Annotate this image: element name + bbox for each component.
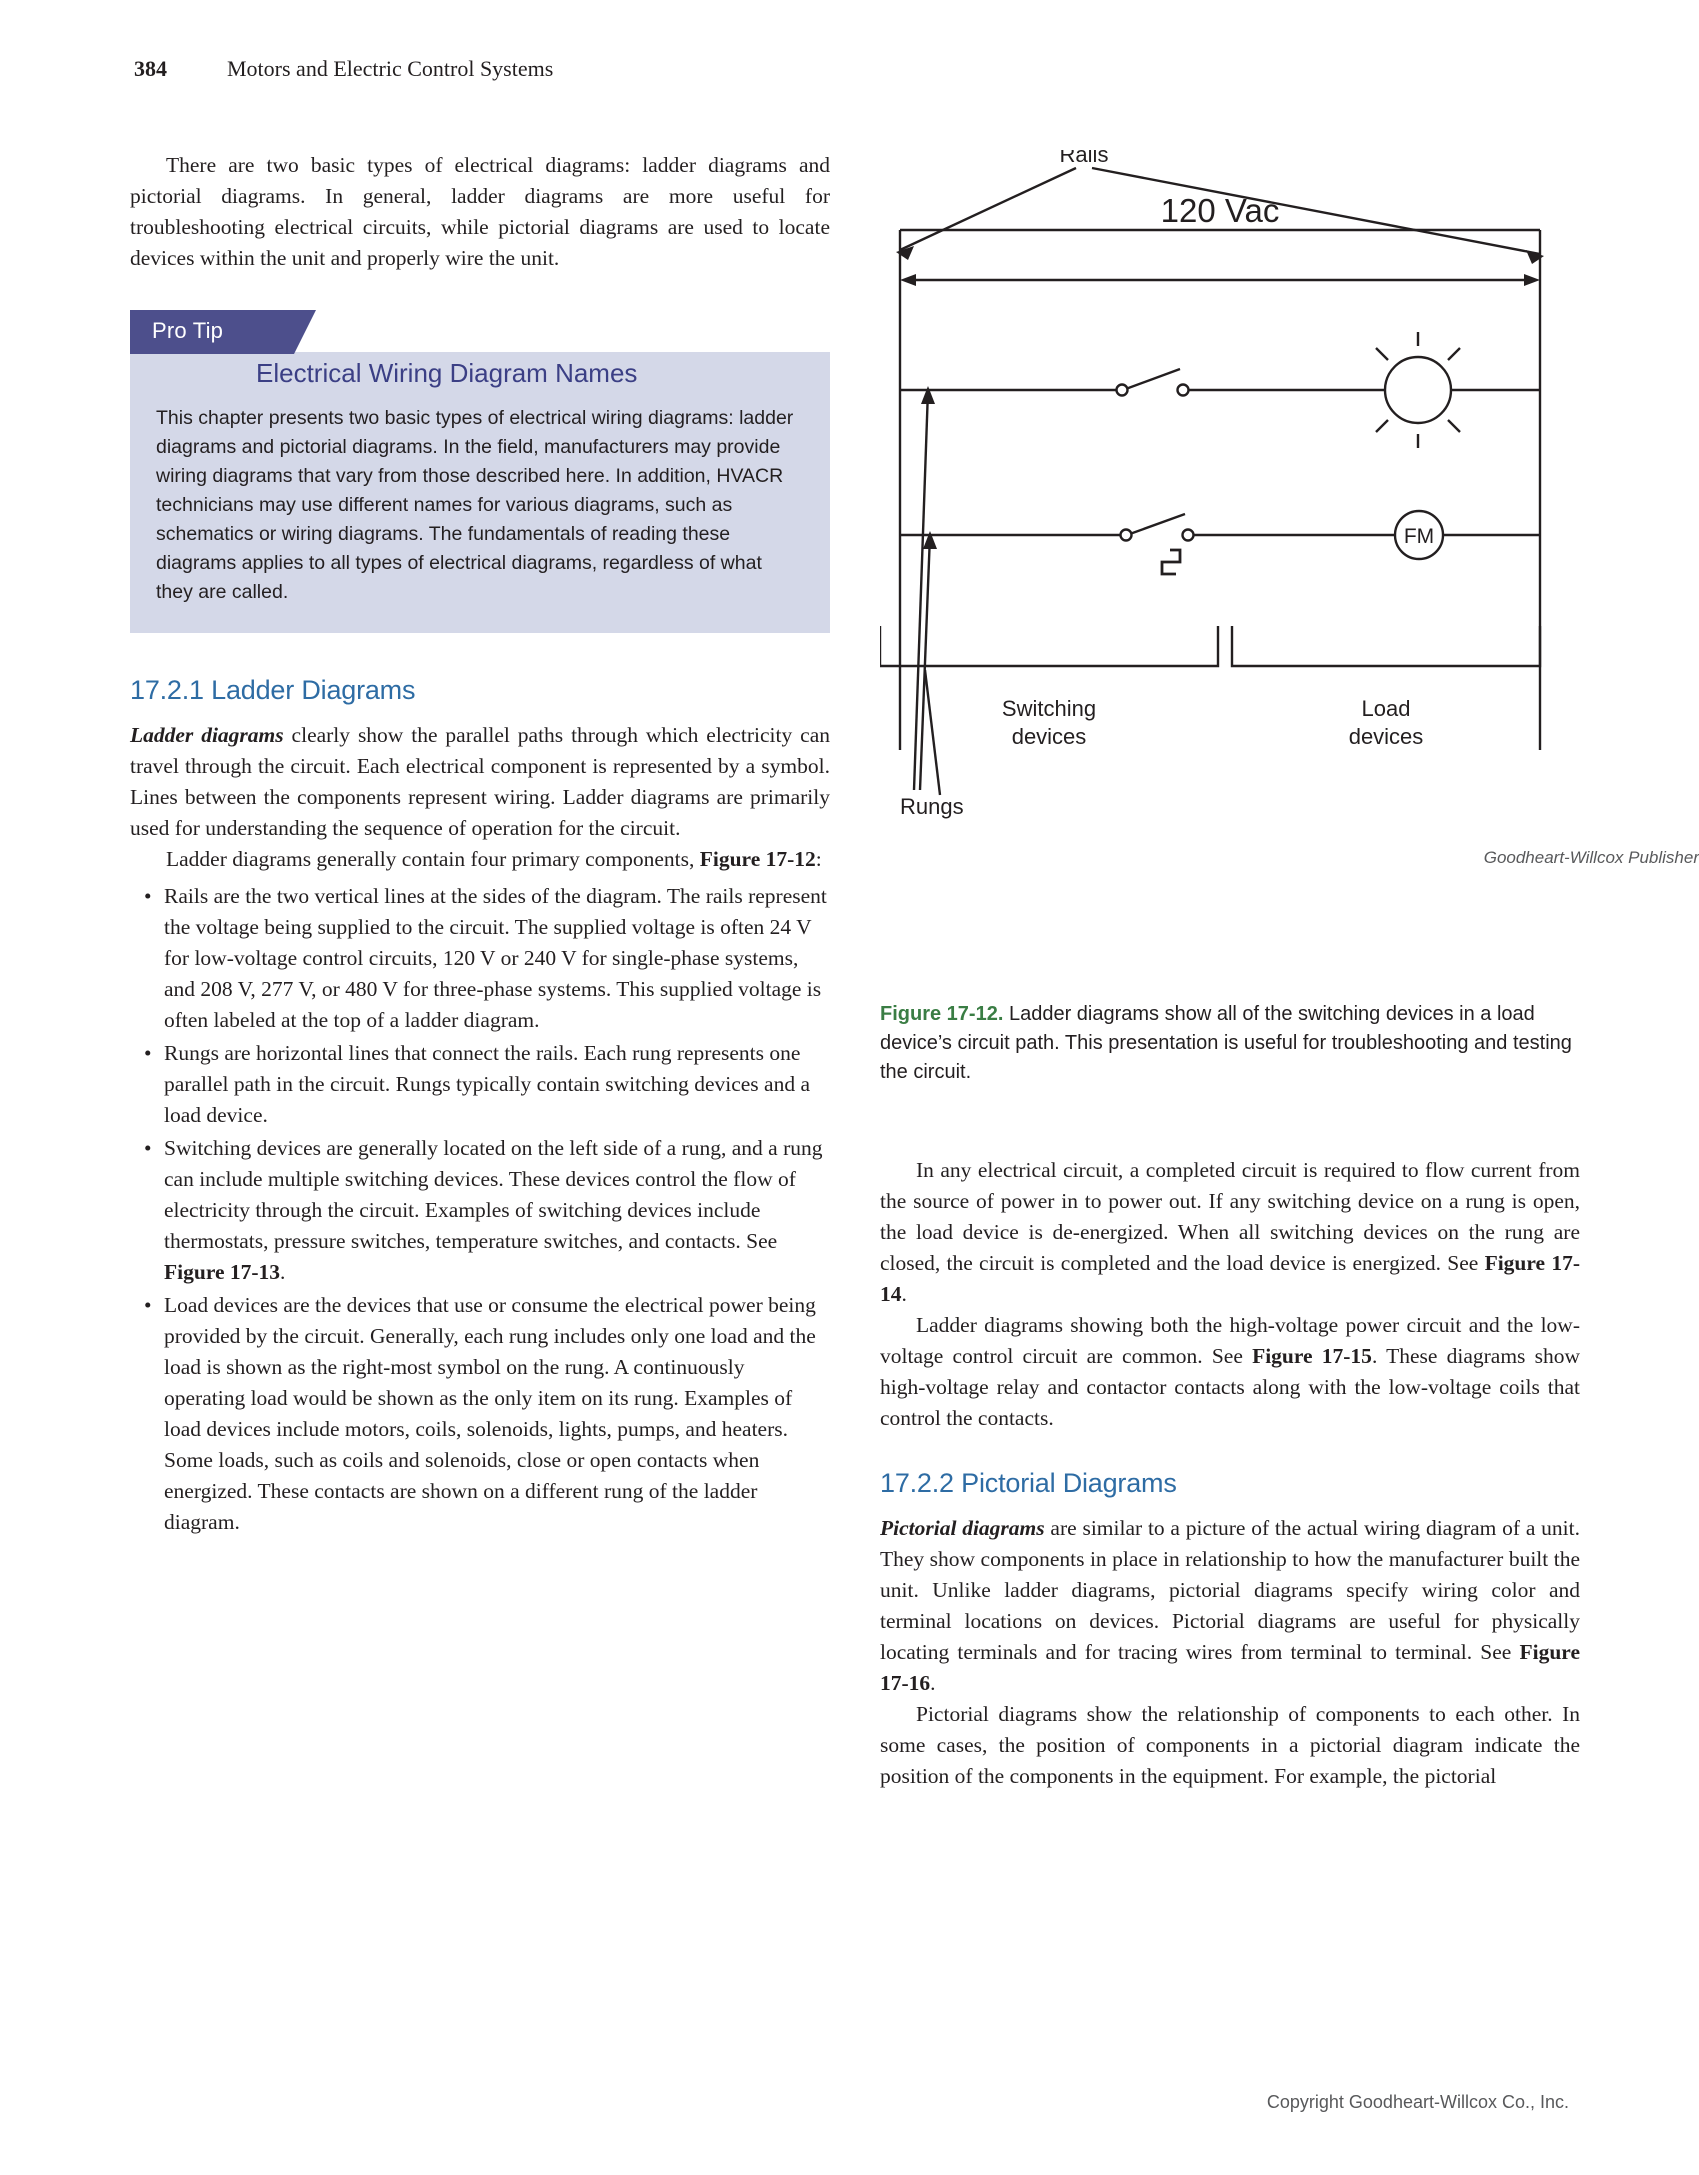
figure-caption-text: Ladder diagrams show all of the switching devices in a load device’s circuit path. This presentation is useful for troubleshooting and testing the circuit. — [880, 1003, 1572, 1083]
figure-label-switching-devices-2: devices — [1011, 724, 1087, 749]
copyright-footer: Copyright Goodheart-Willcox Co., Inc. — [1266, 2092, 1569, 2112]
paragraph-pictorial-definition-rest: are similar to a picture of the actual wiring diagram of a unit. They show components in place in relationship to how the manufacturer built the unit. Unlike ladder diagrams, pictorial diagrams specify wiring color and terminal locations on devices. Pictorial diagrams are useful for physically locating terminals and for tracing wires from terminal to terminal. See — [880, 1516, 1580, 1664]
paragraph-ladder-definition-rest: clearly show the parallel paths through which electricity can travel through the circuit. Each electrical component is represented by a symbol. Lines between the components represent wiring. Ladder diagrams are primarily used for understanding the sequence of operation for the circuit. — [130, 723, 830, 840]
list-item-tail: . — [280, 1260, 286, 1284]
paragraph-high-low-voltage-a: Ladder diagrams showing both the high-voltage power circuit and the low-voltage control circuit are common. See — [880, 1313, 1580, 1368]
figure-label-voltage: 120 Vac — [1160, 192, 1280, 229]
running-head — [134, 56, 1034, 86]
pro-tip-body — [130, 352, 830, 633]
pro-tip-box — [130, 310, 830, 633]
paragraph-pictorial-relationship: Pictorial diagrams show the relationship of components to each other. In some cases, the position of components in a pictorial diagram indicate the position of the components in the equipment. For example, the pictorial — [880, 1702, 1580, 1788]
pro-tip-heading: Electrical Wiring Diagram Names — [256, 358, 638, 388]
figure-label-fan-motor: FM — [1403, 525, 1435, 548]
figure-caption-number: Figure 17-12. — [880, 1003, 1004, 1025]
pro-tip-text: This chapter presents two basic types of electrical wiring diagrams: ladder diagrams and pictorial diagrams. In the field, manufacturers may provide wiring diagrams that vary from those described here. In addition, HVACR technicians may use different names for various diagrams, such as schematics or wiring diagrams. The fundamentals of reading these diagrams applies to all types of electrical diagrams, regardless of what they are called. — [156, 407, 794, 603]
term-pictorial-diagrams: Pictorial diagrams — [880, 1516, 1045, 1540]
figure-label-rails: Rails — [1059, 150, 1109, 167]
figure-credit: Goodheart-Willcox Publisher — [1483, 848, 1699, 867]
paragraph-completed-circuit-c: . — [901, 1282, 907, 1306]
chapter-title: Motors and Electric Control Systems — [227, 56, 554, 81]
pro-tip-tab-label: Pro Tip — [152, 318, 224, 343]
paragraph-four-components-a: Ladder diagrams generally contain four primary components, — [166, 847, 700, 871]
left-column — [130, 150, 830, 1540]
paragraph-ladder-definition — [130, 720, 830, 844]
paragraph-completed-circuit-a: In any electrical circuit, a completed circuit is required to flow current from the source of power in to power out. If any switching device on a rung is open, the load device is de-energized. When all switching devices on the rung are closed, the circuit is completed and the load device is energized. See — [880, 1158, 1580, 1275]
page-number: 384 — [134, 56, 167, 81]
section-heading-ladder-diagrams: 17.2.1 Ladder Diagrams — [130, 675, 416, 705]
figure-reference-17-16: Figure 17-16 — [880, 1640, 1580, 1695]
paragraph-four-components-c: : — [815, 847, 822, 871]
paragraph-high-low-voltage-c: . These diagrams show high-voltage relay and contactor contacts along with the low-voltage coils that control the contacts. — [880, 1344, 1581, 1430]
list-item-text: Load devices are the devices that use or consume the electrical power being provided by the circuit. Generally, each rung includes only one load and the load is shown as the right-most symbol on the rung. A continuously operating load would be shown as the only item on its rung. Examples of load devices include motors, coils, solenoids, lights, pumps, and heaters. Some loads, such as coils and solenoids, close or open contacts when energized. These contacts are shown on a different rung of the ladder diagram. — [164, 1293, 816, 1534]
paragraph-four-components — [130, 844, 830, 875]
figure-label-load-devices-1: Load — [1361, 696, 1411, 721]
figure-label-rungs: Rungs — [900, 794, 964, 819]
figure-reference-17-13: Figure 17-13 — [164, 1260, 281, 1284]
list-item-text: Rails are the two vertical lines at the sides of the diagram. The rails represent the voltage being supplied to the circuit. The supplied voltage is often 24 V for low-voltage control circuits, 120 V or 240 V for single-phase systems, and 208 V, 277 V, or 480 V for three-phase systems. This supplied voltage is often labeled at the top of a ladder diagram. — [164, 884, 827, 1032]
figure-label-switching-devices-1: Switching — [1001, 696, 1097, 721]
list-item — [130, 881, 830, 1036]
pro-tip-tab — [130, 310, 830, 354]
figure-caption — [880, 1000, 1590, 1087]
intro-paragraph: There are two basic types of electrical diagrams: ladder diagrams and pictorial diagrams. In general, ladder diagrams are more useful for troubleshooting electrical circuits, while pictorial diagrams are used to locate devices within the unit and properly wire the unit. — [130, 153, 830, 270]
list-item-text: Rungs are horizontal lines that connect the rails. Each rung represents one parallel path in the circuit. Rungs typically contain switching devices and a load device. — [164, 1041, 811, 1127]
paragraph-pictorial-definition-tail: . — [930, 1671, 936, 1695]
paragraph-pictorial-definition — [880, 1513, 1580, 1699]
ladder-component-list — [130, 881, 830, 1538]
figure-reference-17-14: Figure 17-14 — [880, 1251, 1580, 1306]
paragraph-high-low-voltage — [880, 1310, 1580, 1434]
list-item-text: Switching devices are generally located on the left side of a rung, and a rung can include multiple switching devices. These devices control the flow of electricity through the circuit. Examples of switching devices include thermostats, pressure switches, temperature switches, and contacts. See — [164, 1136, 823, 1253]
list-item — [130, 1038, 830, 1131]
paragraph-completed-circuit — [880, 1155, 1580, 1310]
right-column — [880, 1155, 1580, 1792]
section-heading-pictorial-diagrams: 17.2.2 Pictorial Diagrams — [880, 1468, 1177, 1498]
figure-reference-17-15: Figure 17-15 — [1252, 1344, 1372, 1368]
list-item — [130, 1290, 830, 1538]
figure-label-load-devices-2: devices — [1348, 724, 1424, 749]
figure-reference-17-12: Figure 17-12 — [699, 847, 816, 871]
term-ladder-diagrams: Ladder diagrams — [130, 723, 284, 747]
list-item — [130, 1133, 830, 1288]
